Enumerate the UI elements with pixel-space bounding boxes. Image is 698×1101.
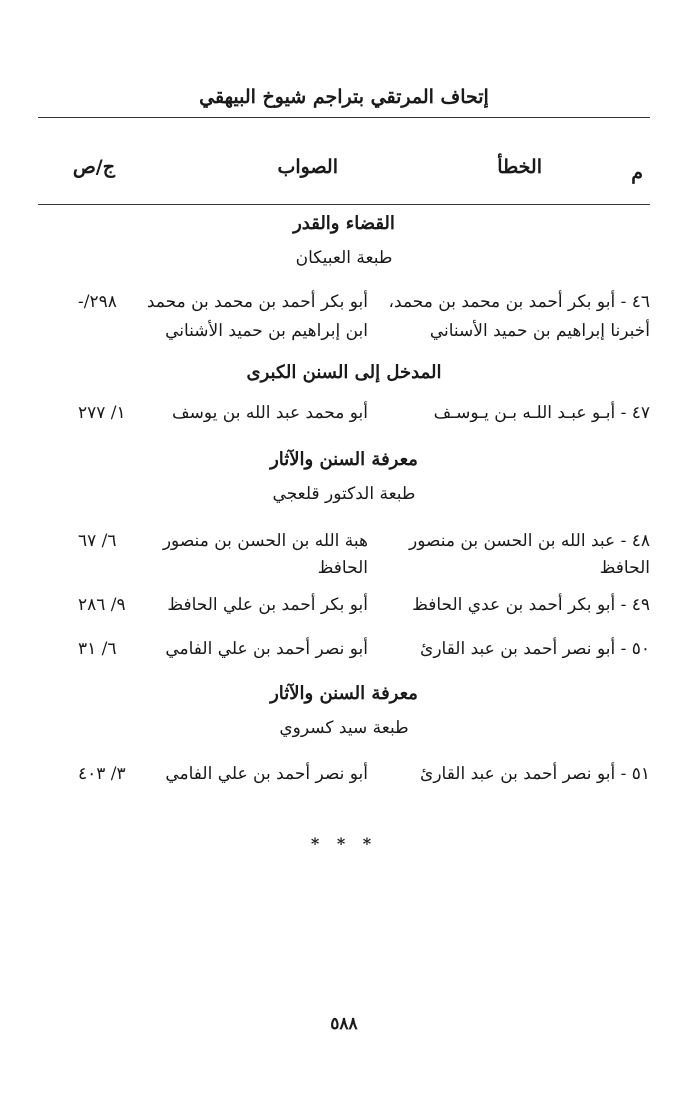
correct-text: أبو بكر أحمد بن علي الحافظ [167,595,368,615]
wrong-text: الحافظ [599,558,650,578]
column-header-number: م [631,162,643,184]
wrong-text: أخبرنا إبراهيم بن حميد الأسناني [429,321,650,341]
correct-text: أبو نصر أحمد بن علي الفامي [165,764,368,784]
wrong-text: ٤٨ - عبد الله بن الحسن بن منصور [409,531,650,551]
wrong-text: ٤٩ - أبو بكر أحمد بن عدي الحافظ [412,595,650,615]
header-rule [38,117,650,118]
column-header-wrong: الخطأ [497,156,542,178]
page-reference: ٩/ ٢٨٦ [78,595,126,615]
column-header-rule [38,204,650,205]
page-number: ٥٨٨ [330,1014,358,1034]
section-title: القضاء والقدر [293,213,395,234]
section-edition: طبعة الدكتور قلعجي [272,484,416,504]
correct-text: الحافظ [317,558,368,578]
correct-text: ابن إبراهيم بن حميد الأشناني [165,321,368,341]
page-reference: ٦/ ٣١ [78,639,117,659]
correct-text: أبو نصر أحمد بن علي الفامي [165,639,368,659]
page-reference: ٦/ ٦٧ [78,531,117,551]
section-title: المدخل إلى السنن الكبرى [246,362,442,383]
wrong-text: ٥٠ - أبو نصر أحمد بن عبد القارئ [420,639,650,659]
section-ornament: * * * [310,834,378,853]
wrong-text: ٤٧ - أبـو عبـد اللـه بـن يـوسـف [433,403,650,423]
page-reference: ١/ ٢٧٧ [78,403,126,423]
section-title: معرفة السنن والآثار [270,683,418,704]
correct-text: أبو محمد عبد الله بن يوسف [172,403,368,423]
running-head: إتحاف المرتقي بتراجم شيوخ البيهقي [199,86,489,108]
section-title: معرفة السنن والآثار [270,449,418,470]
wrong-text: ٥١ - أبو نصر أحمد بن عبد القارئ [420,764,650,784]
section-edition: طبعة سيد كسروي [279,718,409,738]
correct-text: هبة الله بن الحسن بن منصور [162,531,368,551]
page-reference: ٣/ ٤٠٣ [78,764,126,784]
page-reference: -/٢٩٨ [78,292,117,312]
column-header-reference: ج/ص [72,156,115,178]
wrong-text: ٤٦ - أبو بكر أحمد بن محمد بن محمد، [388,292,650,312]
column-header-correct: الصواب [277,156,338,178]
correct-text: أبو بكر أحمد بن محمد بن محمد [146,292,368,312]
section-edition: طبعة العبيكان [295,248,393,268]
